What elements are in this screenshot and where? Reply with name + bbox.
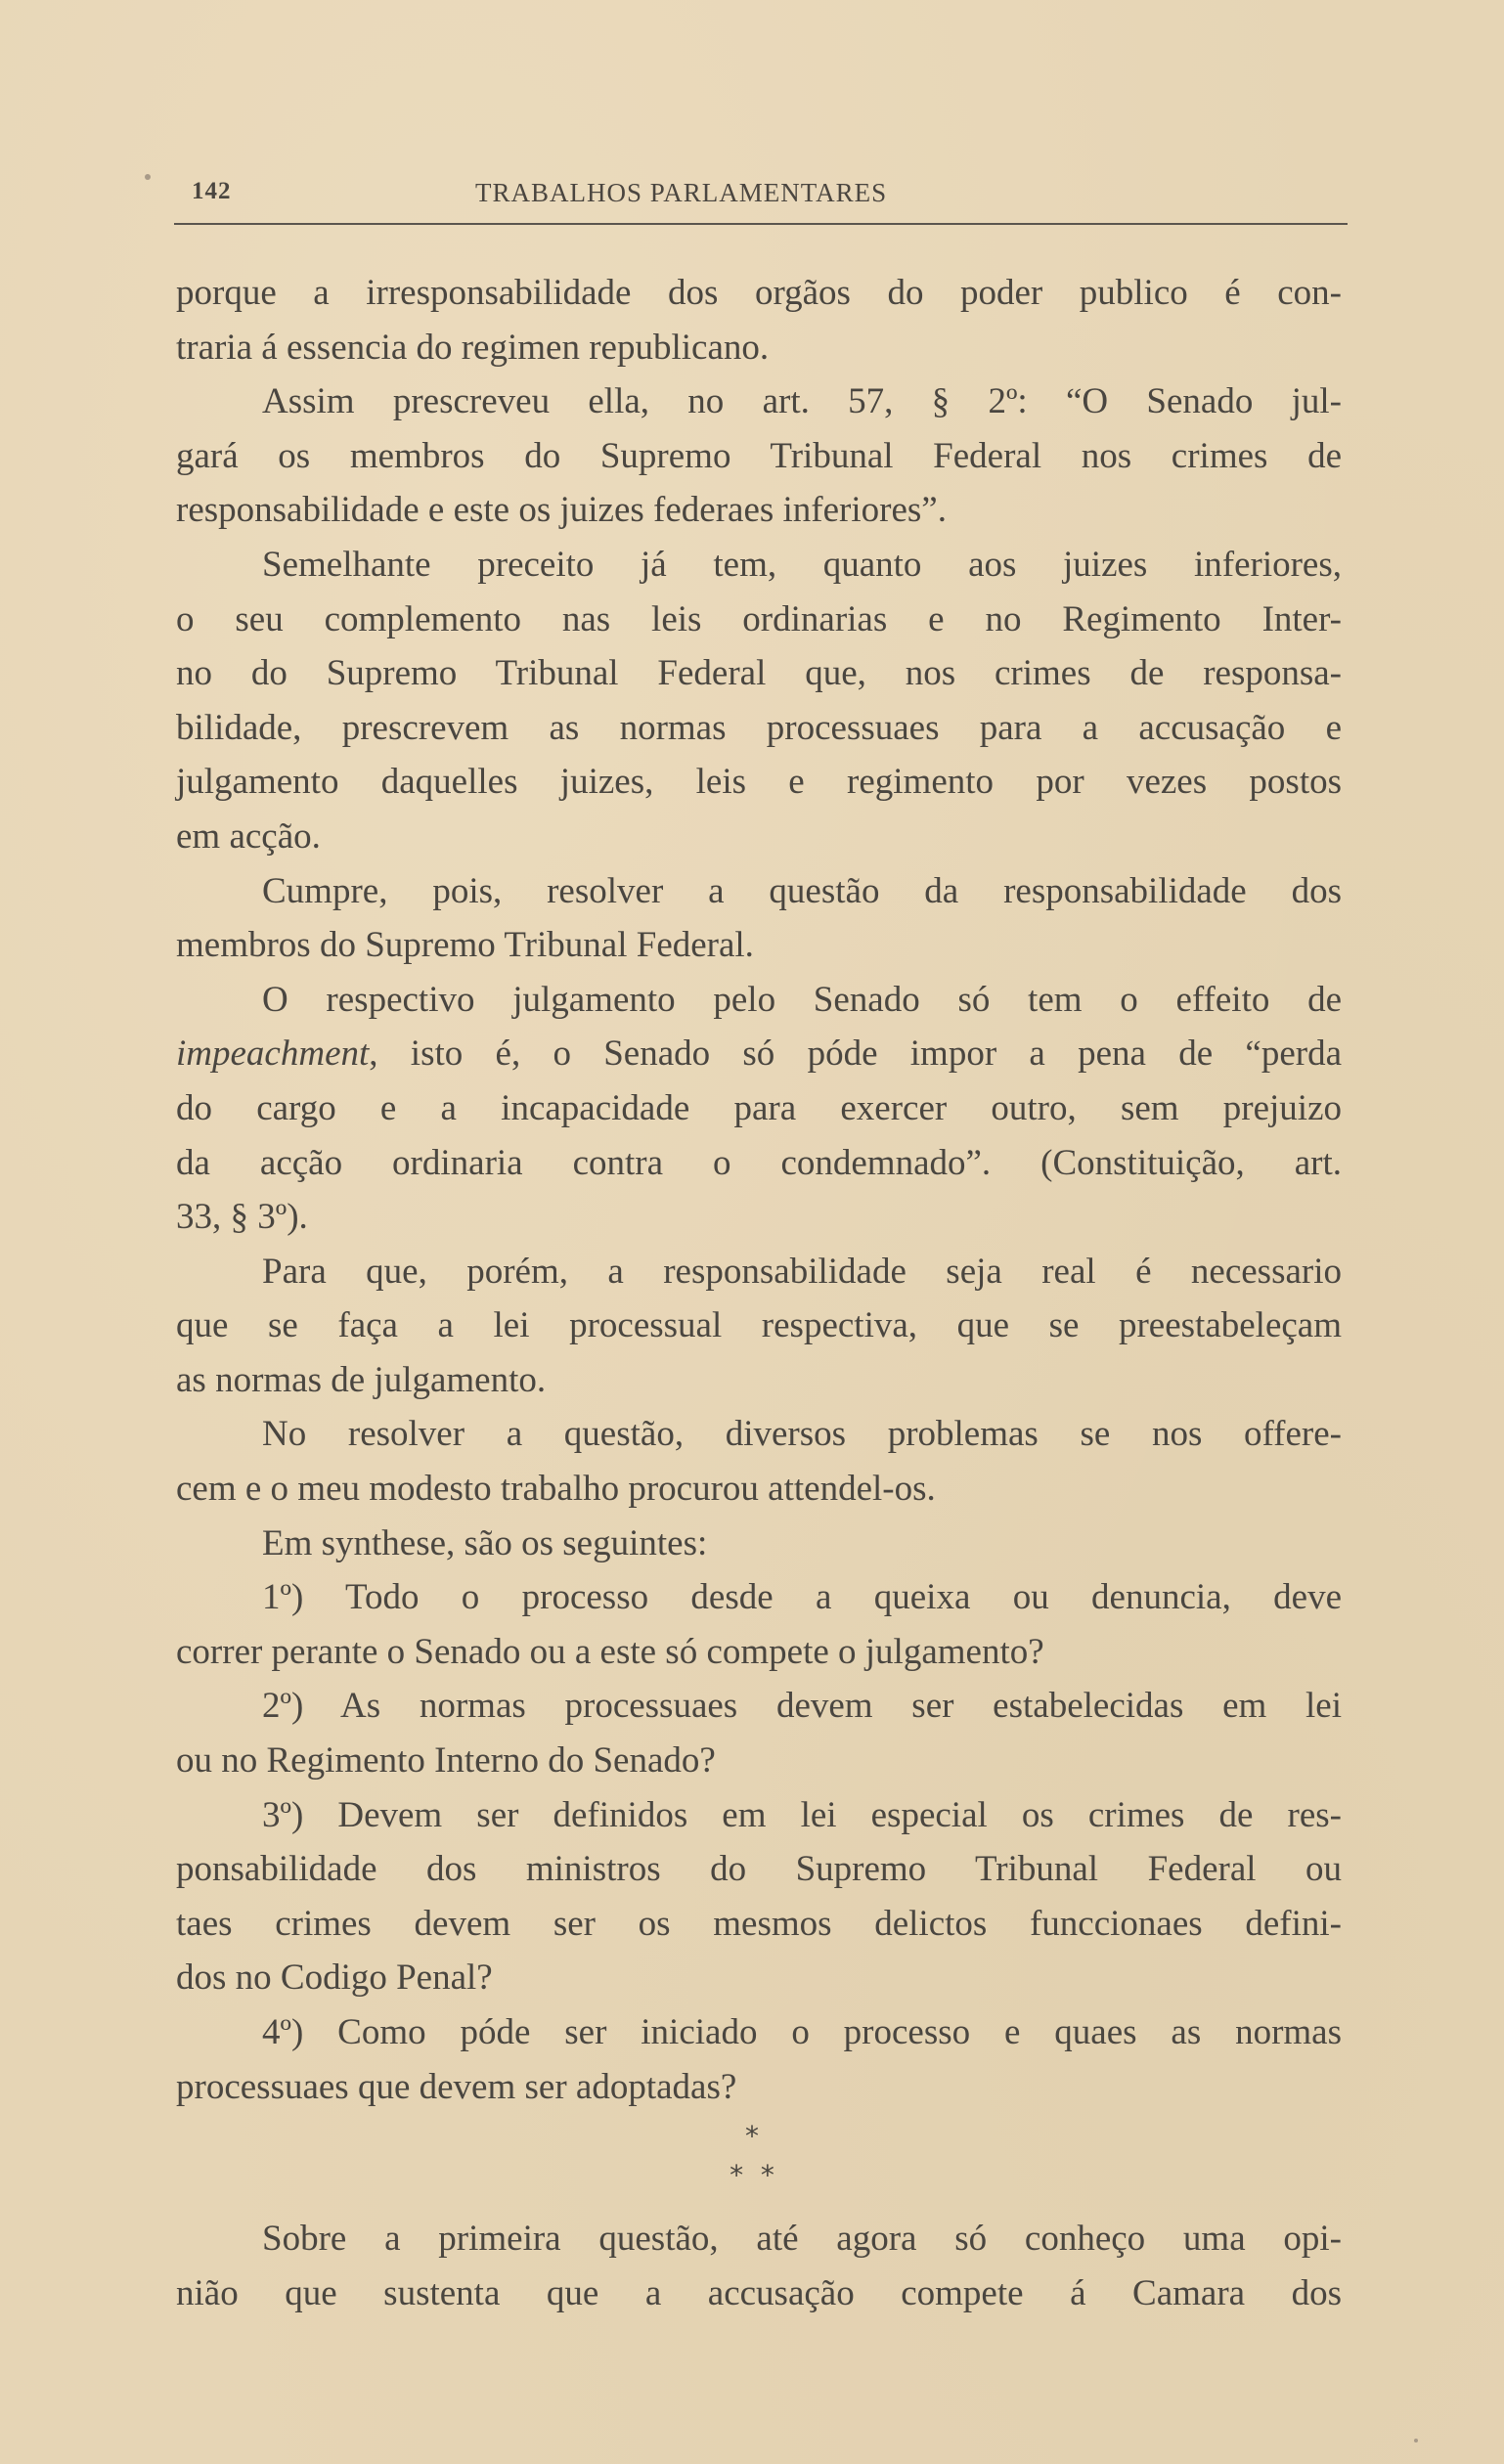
text-line: ponsabilidade dos ministros do Supremo Tribunal Federal ou [176, 1849, 1342, 1890]
running-title: TRABALHOS PARLAMENTARES [475, 178, 888, 207]
text-line: Semelhante preceito já tem, quanto aos juizes inferiores, [262, 544, 1342, 585]
paragraph [176, 2212, 1342, 2320]
text-line: cem e o meu modesto trabalho procurou attendel-os. [176, 1469, 936, 1510]
text-line: 33, § 3º). [176, 1197, 308, 1238]
text-line: julgamento daquelles juizes, leis e regimento por vezes postos [176, 762, 1342, 803]
text-line: 3º) Devem ser definidos em lei especial os crimes de res- [262, 1794, 1342, 1835]
paragraph [176, 1517, 1342, 1571]
text-line: Assim prescreveu ella, no art. 57, § 2º: “O Senado jul- [262, 381, 1342, 422]
text-line: do cargo e a incapacidade para exercer outro, sem prejuizo [176, 1087, 1342, 1128]
paper-speck [1414, 2439, 1418, 2442]
body-text-continued [176, 2212, 1342, 2320]
text-line: o seu complemento nas leis ordinarias e no Regimento Inter- [176, 598, 1342, 639]
text-line: O respectivo julgamento pelo Senado só tem o effeito de [262, 979, 1342, 1020]
text-line [176, 1027, 1342, 1081]
paragraph [176, 1407, 1342, 1516]
question-item [176, 2005, 1342, 2114]
text-line: dos no Codigo Penal? [176, 1958, 493, 1999]
header-rule [174, 223, 1348, 225]
paper-speck [145, 174, 151, 180]
text-line: da acção ordinaria contra o condemnado”. (Constituição, art. [176, 1142, 1342, 1183]
paragraph [176, 266, 1342, 374]
text-line: Para que, porém, a responsabilidade seja real é necessario [262, 1251, 1342, 1292]
text-line: Em synthese, são os seguintes: [262, 1522, 708, 1563]
page-number: 142 [192, 178, 232, 204]
text-line: 1º) Todo o processo desde a queixa ou denuncia, deve [262, 1577, 1342, 1618]
text-line: gará os membros do Supremo Tribunal Federal nos crimes de [176, 435, 1342, 476]
text-line: taes crimes devem ser os mesmos delictos funccionaes defini- [176, 1903, 1342, 1944]
text-line: membros do Supremo Tribunal Federal. [176, 925, 754, 966]
page-header [174, 174, 1348, 213]
separator-asterism-bottom: * * [730, 2159, 774, 2191]
text-line: Sobre a primeira questão, até agora só conheço uma opi- [262, 2219, 1342, 2259]
text-line: bilidade, prescrevem as normas processuaes para a accusação e [176, 707, 1342, 748]
question-item [176, 1788, 1342, 2005]
question-item [176, 1570, 1342, 1679]
text-line: no do Supremo Tribunal Federal que, nos crimes de responsa- [176, 653, 1342, 694]
italic-term: impeachment [176, 1034, 370, 1075]
text-line: as normas de julgamento. [176, 1359, 547, 1400]
text-line: processuaes que devem ser adoptadas? [176, 2066, 737, 2107]
paragraph [176, 374, 1342, 538]
paragraph [176, 1245, 1342, 1408]
text-line: porque a irresponsabilidade dos orgãos do poder publico é con- [176, 273, 1342, 313]
text-line: No resolver a questão, diversos problemas se nos offere- [262, 1414, 1342, 1455]
text-line: ou no Regimento Interno do Senado? [176, 1740, 716, 1782]
text-line: nião que sustenta que a accusação compete á Camara dos [176, 2272, 1342, 2313]
text-line: que se faça a lei processual respectiva, que se preestabeleçam [176, 1305, 1342, 1346]
text-line: em acção. [176, 815, 321, 857]
paragraph [176, 864, 1342, 973]
text-line: Cumpre, pois, resolver a questão da responsabilidade dos [262, 870, 1342, 911]
text-fragment: , isto é, o Senado só póde impor a pena de “perda [369, 1034, 1342, 1075]
text-line: 2º) As normas processuaes devem ser estabelecidas em lei [262, 1686, 1342, 1727]
question-item [176, 1679, 1342, 1787]
separator-asterism-top: * [745, 2120, 759, 2152]
text-line: responsabilidade e este os juizes federaes inferiores”. [176, 490, 947, 531]
text-line: traria á essencia do regimen republicano. [176, 327, 770, 368]
paragraph [176, 973, 1342, 1245]
text-line: correr perante o Senado ou a este só compete o julgamento? [176, 1631, 1044, 1672]
text-line: 4º) Como póde ser iniciado o processo e quaes as normas [262, 2012, 1342, 2052]
body-text [176, 266, 1342, 2114]
paragraph [176, 538, 1342, 864]
